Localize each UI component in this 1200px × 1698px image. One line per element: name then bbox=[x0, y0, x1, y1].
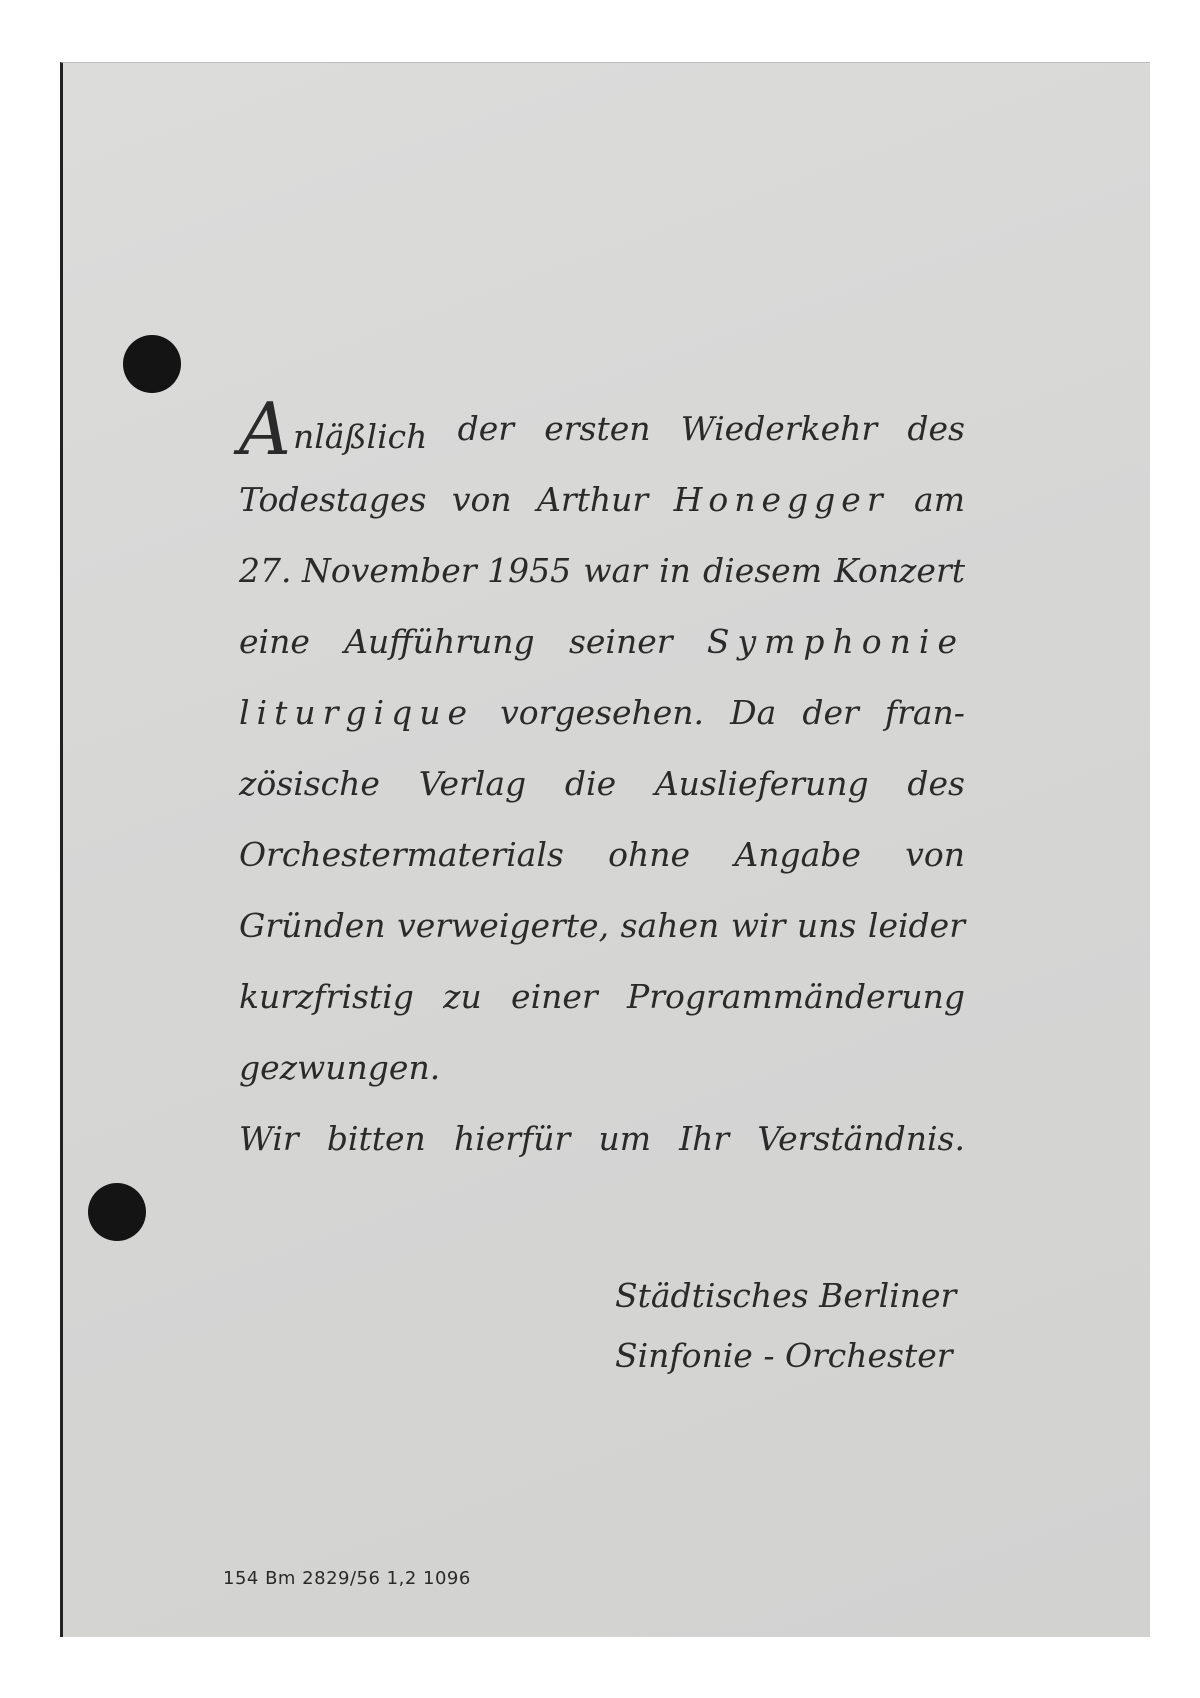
signature-block bbox=[615, 1266, 956, 1386]
word: nläßlich bbox=[293, 417, 428, 456]
word: gezwungen. bbox=[239, 1048, 441, 1087]
word: Symphonie bbox=[706, 622, 965, 661]
word: des bbox=[907, 764, 965, 803]
word: liturgique bbox=[239, 693, 474, 732]
notice-line bbox=[239, 464, 965, 535]
notice-text bbox=[239, 387, 965, 1174]
initial-letter: A bbox=[239, 387, 291, 471]
notice-first-word bbox=[239, 387, 428, 471]
punch-hole-bottom bbox=[88, 1183, 146, 1241]
word: wir bbox=[730, 906, 786, 945]
word: Aufführung bbox=[344, 622, 535, 661]
signature-line-2: Sinfonie - Orchester bbox=[615, 1336, 953, 1375]
word: Orchestermaterials bbox=[239, 835, 564, 874]
word: war bbox=[583, 551, 647, 590]
word: seiner bbox=[568, 622, 673, 661]
word: sahen bbox=[620, 906, 720, 945]
word: bitten bbox=[326, 1119, 426, 1158]
word: hierfür bbox=[453, 1119, 571, 1158]
word: Arthur bbox=[537, 480, 649, 519]
print-code: 154 Bm 2829/56 1,2 1096 bbox=[223, 1568, 471, 1589]
document-page bbox=[60, 62, 1150, 1637]
word: Angabe bbox=[734, 835, 861, 874]
word: leider bbox=[867, 906, 965, 945]
word: Gründen bbox=[239, 906, 386, 945]
word: in bbox=[659, 551, 691, 590]
word: Todestages bbox=[239, 480, 427, 519]
notice-line bbox=[239, 961, 965, 1032]
word: Konzert bbox=[834, 551, 965, 590]
word: einer bbox=[511, 977, 598, 1016]
word: uns bbox=[796, 906, 857, 945]
word: Programmänderung bbox=[626, 977, 965, 1016]
word: kurzfristig bbox=[239, 977, 414, 1016]
word: Ihr bbox=[679, 1119, 730, 1158]
word: Wiederkehr bbox=[680, 409, 878, 448]
word: um bbox=[598, 1119, 651, 1158]
word: 27. November 1955 bbox=[239, 551, 572, 590]
word: des bbox=[907, 409, 965, 448]
notice-line bbox=[239, 1032, 965, 1103]
punch-hole-top bbox=[123, 335, 181, 393]
word: Honegger bbox=[673, 480, 889, 519]
word: am bbox=[914, 480, 965, 519]
word: Wir bbox=[239, 1119, 299, 1158]
word: Verlag bbox=[418, 764, 527, 803]
word: ersten bbox=[544, 409, 651, 448]
word: zösische bbox=[239, 764, 380, 803]
word: der bbox=[802, 693, 859, 732]
word: eine bbox=[239, 622, 310, 661]
notice-line bbox=[239, 748, 965, 819]
word: vorgesehen. bbox=[500, 693, 705, 732]
signature-line-1: Städtisches Berliner bbox=[615, 1276, 957, 1315]
word: Verständnis. bbox=[757, 1119, 965, 1158]
word: ohne bbox=[608, 835, 691, 874]
notice-line bbox=[239, 387, 965, 471]
notice-line bbox=[239, 1103, 965, 1174]
word: verweigerte, bbox=[397, 906, 610, 945]
notice-line bbox=[239, 606, 965, 677]
word: die bbox=[564, 764, 617, 803]
word: diesem bbox=[703, 551, 822, 590]
word: Auslieferung bbox=[654, 764, 869, 803]
word: von bbox=[451, 480, 512, 519]
notice-line bbox=[239, 819, 965, 890]
word: zu bbox=[443, 977, 482, 1016]
notice-line bbox=[239, 677, 965, 748]
notice-line bbox=[239, 890, 965, 961]
notice-line bbox=[239, 535, 965, 606]
word: der bbox=[457, 409, 515, 448]
word: fran- bbox=[884, 693, 965, 732]
word: von bbox=[905, 835, 965, 874]
word: Da bbox=[730, 693, 777, 732]
